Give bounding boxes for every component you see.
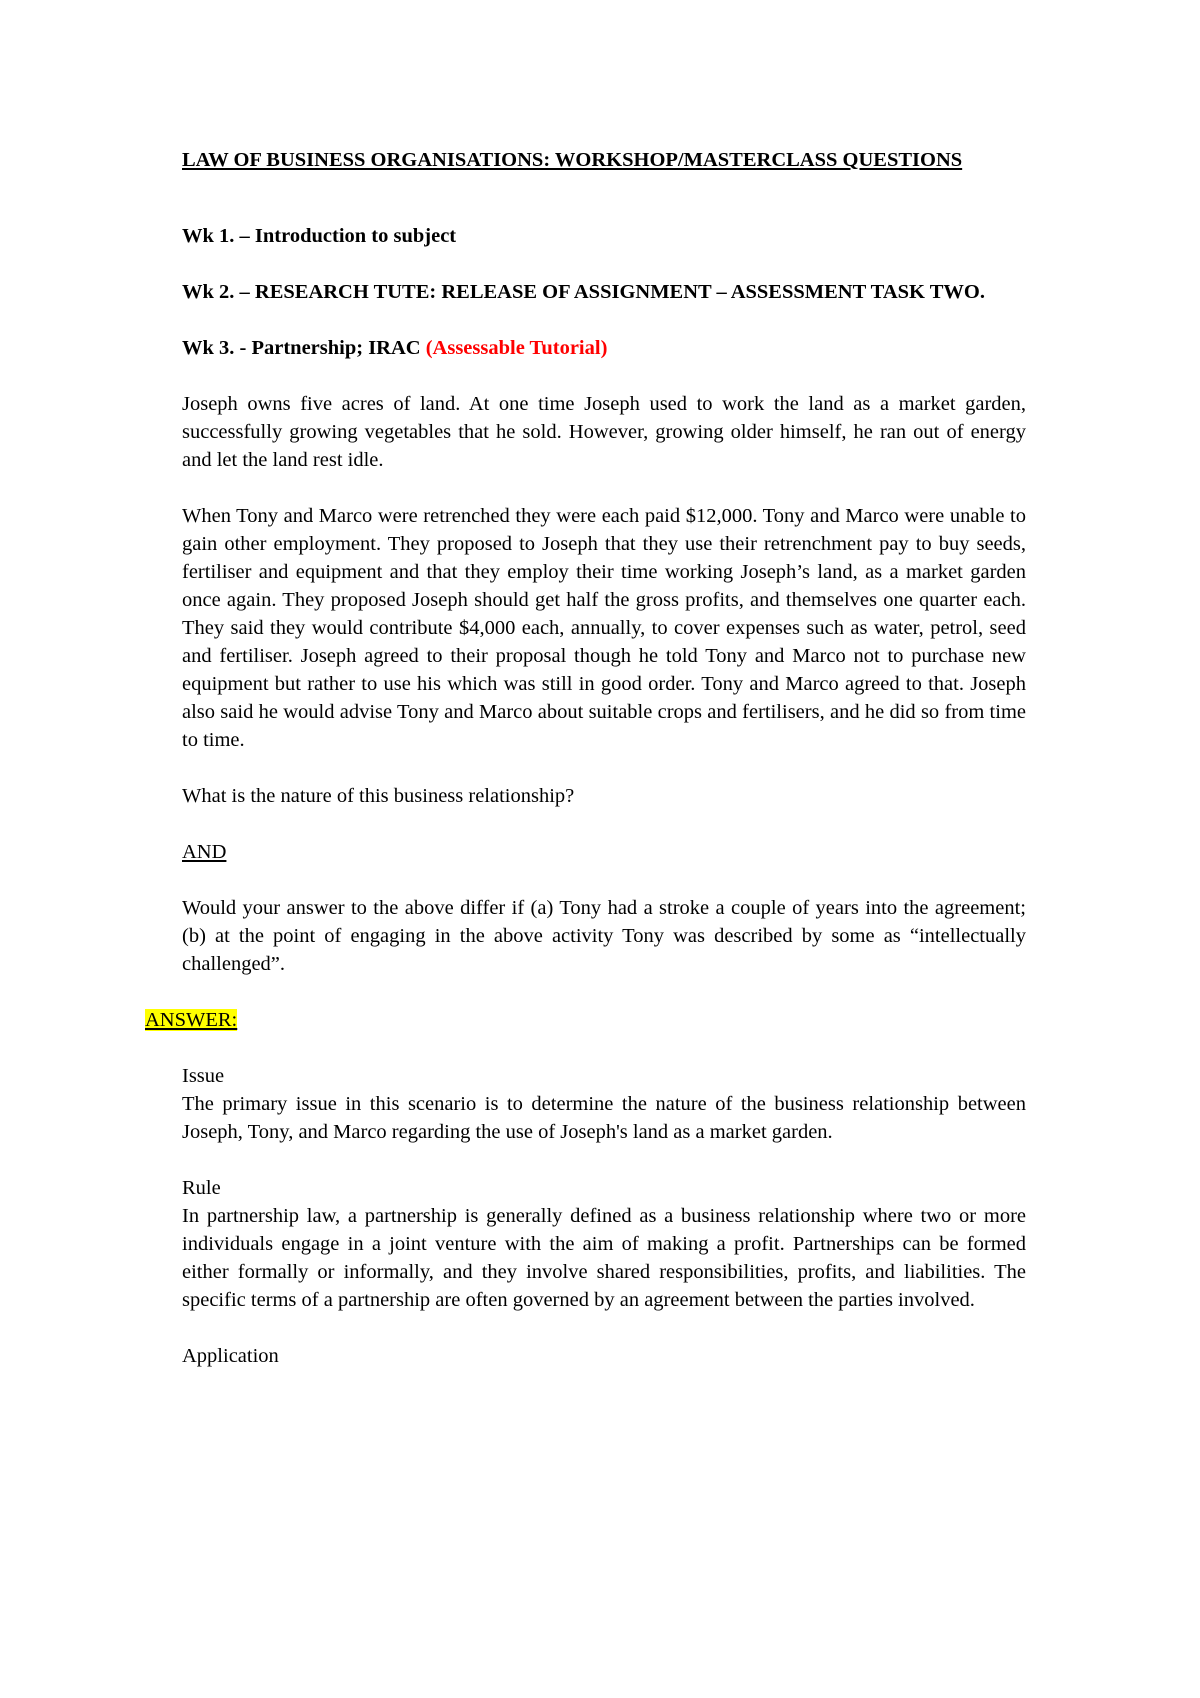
scenario-paragraph-1: Joseph owns five acres of land. At one time Joseph used to work the land as a market garden, successfully growing vegetables that he sold. However, growing older himself, he ran out of energy and let the land rest idle. (182, 393, 1026, 471)
week-3-heading-text: Wk 3. - Partnership; IRAC (182, 337, 426, 359)
question-2: Would your answer to the above differ if (a) Tony had a stroke a couple of years into the agreement; (b) at the point of engaging in the above activity Tony was described by some as “intellectually challenged”. (182, 897, 1026, 975)
week-3-heading (182, 334, 1026, 362)
issue-body: The primary issue in this scenario is to determine the nature of the business relationship between Joseph, Tony, and Marco regarding the use of Joseph's land as a market garden. (182, 1093, 1026, 1143)
answer-label (145, 1006, 989, 1034)
assessable-tutorial-tag: (Assessable Tutorial) (425, 337, 608, 359)
question-1: What is the nature of this business relationship? (182, 785, 575, 807)
document-title: LAW OF BUSINESS ORGANISATIONS: WORKSHOP/MASTERCLASS QUESTIONS (182, 149, 963, 171)
and-label: AND (182, 841, 227, 863)
rule-title: Rule (182, 1177, 221, 1199)
scenario-paragraph-2: When Tony and Marco were retrenched they were each paid $12,000. Tony and Marco were unable to gain other employment. They proposed to Joseph that they use their retrenchment pay to buy seeds, fertiliser and equipment and that they employ their time working Joseph’s land, as a market garden once again. They proposed Joseph should get half the gross profits, and themselves one quarter each. They said they would contribute $4,000 each, annually, to cover expenses such as water, petrol, seed and fertiliser. Joseph agreed to their proposal though he told Tony and Marco not to purchase new equipment but rather to use his which was still in good order. Tony and Marco agreed to that. Joseph also said he would advise Tony and Marco about suitable crops and fertilisers, and he did so from time to time. (182, 505, 1026, 751)
document-content (145, 146, 1026, 1370)
application-title: Application (182, 1345, 279, 1367)
week-1-heading: Wk 1. – Introduction to subject (182, 225, 457, 247)
week-2-heading: Wk 2. – RESEARCH TUTE: RELEASE OF ASSIGNMENT – ASSESSMENT TASK TWO. (182, 281, 985, 303)
rule-body: In partnership law, a partnership is generally defined as a business relationship where two or more individuals engage in a joint venture with the aim of making a profit. Partnerships can be formed either formally or informally, and they involve shared responsibilities, profits, and liabilities. The specific terms of a partnership are often governed by an agreement between the parties involved. (182, 1205, 1026, 1311)
answer-label-text: ANSWER: (145, 1009, 238, 1031)
issue-title: Issue (182, 1065, 225, 1087)
